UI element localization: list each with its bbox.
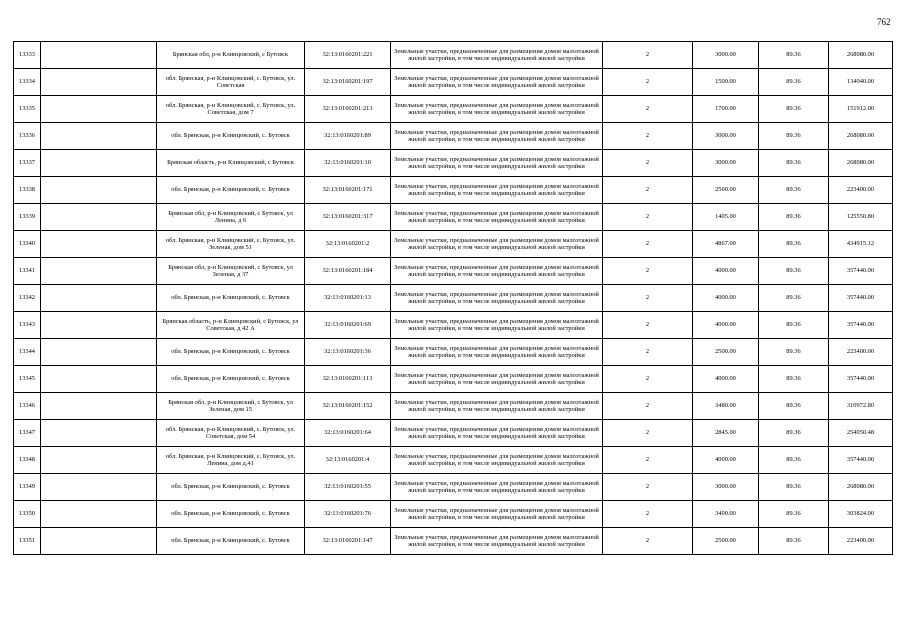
address-cell: Брянская обл, р-н Клинцовский, с Бутовск, ул Ленина, д 6 [157,204,305,231]
category-cell: 2 [603,204,693,231]
cadastral-value-cell: 303824.00 [829,501,893,528]
cadastral-number-cell: 32:13:0160201:147 [305,528,391,555]
address-cell: обл. Брянская, р-н Клинцовский, с. Бутовск [157,528,305,555]
rate-cell: 89.36 [759,447,829,474]
row-number-cell: 13345 [14,366,41,393]
table-row [14,312,893,339]
cadastral-number-cell: 32:13:0160201:64 [305,420,391,447]
category-cell: 2 [603,501,693,528]
rate-cell: 89.36 [759,474,829,501]
area-cell: 2500.00 [693,339,759,366]
purpose-cell: Земельные участки, предназначенные для размещения домов малоэтажной жилой застройки, в том числе индивидуальной жилой застройки [391,474,603,501]
empty-cell [41,96,157,123]
category-cell: 2 [603,258,693,285]
address-cell: обл. Брянская, р-н Клинцовский, с. Бутовск, ул. Ленина, дом д.41 [157,447,305,474]
cadastral-value-cell: 357440.00 [829,258,893,285]
area-cell: 4000.00 [693,366,759,393]
purpose-cell: Земельные участки, предназначенные для размещения домов малоэтажной жилой застройки, в том числе индивидуальной жилой застройки [391,312,603,339]
empty-cell [41,528,157,555]
table-row [14,366,893,393]
address-cell: обл. Брянская, р-н Клинцовский, с. Бутовск [157,285,305,312]
table-row [14,42,893,69]
empty-cell [41,501,157,528]
empty-cell [41,339,157,366]
cadastral-number-cell: 32:13:0160201:36 [305,339,391,366]
empty-cell [41,231,157,258]
cadastral-value-cell: 268080.00 [829,123,893,150]
table-row [14,69,893,96]
category-cell: 2 [603,447,693,474]
empty-cell [41,447,157,474]
table-row [14,204,893,231]
area-cell: 3000.00 [693,123,759,150]
cadastral-value-cell: 268080.00 [829,42,893,69]
cadastral-number-cell: 32:13:0160201:13 [305,285,391,312]
category-cell: 2 [603,231,693,258]
row-number-cell: 13346 [14,393,41,420]
row-number-cell: 13341 [14,258,41,285]
address-cell: Брянская область, р-н Клинцовский, с Бутовск, ул Советская, д 42 А [157,312,305,339]
cadastral-number-cell: 32:13:0160201:89 [305,123,391,150]
rate-cell: 89.36 [759,123,829,150]
rate-cell: 89.36 [759,204,829,231]
purpose-cell: Земельные участки, предназначенные для размещения домов малоэтажной жилой застройки, в том числе индивидуальной жилой застройки [391,420,603,447]
cadastral-number-cell: 32:13:0160201:4 [305,447,391,474]
address-cell: обл. Брянская, р-н Клинцовский, с. Бутовск, ул. Советская [157,69,305,96]
address-cell: обл. Брянская, р-н Клинцовский, с. Бутовск, ул. Советская, дом 54 [157,420,305,447]
row-number-cell: 13343 [14,312,41,339]
empty-cell [41,177,157,204]
category-cell: 2 [603,393,693,420]
empty-cell [41,204,157,231]
address-cell: обл. Брянская, р-н Клинцовский, с. Бутовск [157,366,305,393]
cadastral-number-cell: 32:13:0160201:184 [305,258,391,285]
rate-cell: 89.36 [759,393,829,420]
address-cell: обл. Брянская, р-н Клинцовский, с. Бутовск [157,501,305,528]
table-row [14,393,893,420]
area-cell: 1405.00 [693,204,759,231]
row-number-cell: 13340 [14,231,41,258]
cadastral-value-cell: 357440.00 [829,366,893,393]
purpose-cell: Земельные участки, предназначенные для размещения домов малоэтажной жилой застройки, в том числе индивидуальной жилой застройки [391,447,603,474]
purpose-cell: Земельные участки, предназначенные для размещения домов малоэтажной жилой застройки, в том числе индивидуальной жилой застройки [391,393,603,420]
category-cell: 2 [603,285,693,312]
rate-cell: 89.36 [759,339,829,366]
area-cell: 4000.00 [693,258,759,285]
category-cell: 2 [603,474,693,501]
cadastral-number-cell: 32:13:0160201:69 [305,312,391,339]
purpose-cell: Земельные участки, предназначенные для размещения домов малоэтажной жилой застройки, в том числе индивидуальной жилой застройки [391,96,603,123]
empty-cell [41,42,157,69]
cadastral-number-cell: 32:13:0160201:76 [305,501,391,528]
empty-cell [41,474,157,501]
cadastral-value-cell: 357440.00 [829,447,893,474]
area-cell: 3000.00 [693,150,759,177]
purpose-cell: Земельные участки, предназначенные для размещения домов малоэтажной жилой застройки, в том числе индивидуальной жилой застройки [391,285,603,312]
rate-cell: 89.36 [759,231,829,258]
purpose-cell: Земельные участки, предназначенные для размещения домов малоэтажной жилой застройки, в том числе индивидуальной жилой застройки [391,258,603,285]
cadastral-number-cell: 32:13:0160201:55 [305,474,391,501]
row-number-cell: 13333 [14,42,41,69]
purpose-cell: Земельные участки, предназначенные для размещения домов малоэтажной жилой застройки, в том числе индивидуальной жилой застройки [391,42,603,69]
table-row [14,528,893,555]
purpose-cell: Земельные участки, предназначенные для размещения домов малоэтажной жилой застройки, в том числе индивидуальной жилой застройки [391,366,603,393]
rate-cell: 89.36 [759,312,829,339]
cadastral-value-cell: 254050.48 [829,420,893,447]
area-cell: 1700.00 [693,96,759,123]
empty-cell [41,285,157,312]
address-cell: обл. Брянская, р-н Клинцовский, с. Бутовск [157,123,305,150]
cadastral-value-cell: 223400.00 [829,528,893,555]
address-cell: обл. Брянская, р-н Клинцовский, с. Бутовск, ул. Советская, дом 7 [157,96,305,123]
cadastral-value-cell: 223400.00 [829,339,893,366]
category-cell: 2 [603,420,693,447]
purpose-cell: Земельные участки, предназначенные для размещения домов малоэтажной жилой застройки, в том числе индивидуальной жилой застройки [391,501,603,528]
row-number-cell: 13350 [14,501,41,528]
table-row [14,474,893,501]
table-row [14,339,893,366]
empty-cell [41,312,157,339]
area-cell: 4000.00 [693,312,759,339]
cadastral-number-cell: 32:13:0160201:213 [305,96,391,123]
cadastral-number-cell: 32:13:0160201:171 [305,177,391,204]
table-row [14,150,893,177]
row-number-cell: 13344 [14,339,41,366]
category-cell: 2 [603,366,693,393]
cadastral-number-cell: 32:13:0160201:221 [305,42,391,69]
rate-cell: 89.36 [759,528,829,555]
cadastral-value-cell: 223400.00 [829,177,893,204]
purpose-cell: Земельные участки, предназначенные для размещения домов малоэтажной жилой застройки, в том числе индивидуальной жилой застройки [391,69,603,96]
address-cell: обл. Брянская, р-н Клинцовский, с. Бутовск [157,339,305,366]
table-row [14,258,893,285]
area-cell: 3480.00 [693,393,759,420]
row-number-cell: 13335 [14,96,41,123]
category-cell: 2 [603,123,693,150]
empty-cell [41,393,157,420]
category-cell: 2 [603,177,693,204]
purpose-cell: Земельные участки, предназначенные для размещения домов малоэтажной жилой застройки, в том числе индивидуальной жилой застройки [391,204,603,231]
cadastral-value-cell: 357440.00 [829,312,893,339]
address-cell: обл. Брянская, р-н Клинцовский, с. Бутовск [157,474,305,501]
rate-cell: 89.36 [759,150,829,177]
rate-cell: 89.36 [759,177,829,204]
purpose-cell: Земельные участки, предназначенные для размещения домов малоэтажной жилой застройки, в том числе индивидуальной жилой застройки [391,150,603,177]
rate-cell: 89.36 [759,501,829,528]
cadastral-value-table [13,41,893,555]
category-cell: 2 [603,96,693,123]
cadastral-number-cell: 32:13:0160201:197 [305,69,391,96]
table-row [14,501,893,528]
purpose-cell: Земельные участки, предназначенные для размещения домов малоэтажной жилой застройки, в том числе индивидуальной жилой застройки [391,528,603,555]
cadastral-value-cell: 310972.80 [829,393,893,420]
empty-cell [41,150,157,177]
rate-cell: 89.36 [759,366,829,393]
address-cell: Брянская обл, р-н Клинцовский, с Бутовск [157,42,305,69]
category-cell: 2 [603,339,693,366]
purpose-cell: Земельные участки, предназначенные для размещения домов малоэтажной жилой застройки, в том числе индивидуальной жилой застройки [391,339,603,366]
row-number-cell: 13334 [14,69,41,96]
area-cell: 3000.00 [693,474,759,501]
area-cell: 4000.00 [693,447,759,474]
empty-cell [41,366,157,393]
table-row [14,285,893,312]
address-cell: обл. Брянская, р-н Клинцовский, с. Бутовск [157,177,305,204]
row-number-cell: 13338 [14,177,41,204]
rate-cell: 89.36 [759,258,829,285]
empty-cell [41,258,157,285]
row-number-cell: 13351 [14,528,41,555]
row-number-cell: 13348 [14,447,41,474]
rate-cell: 89.36 [759,285,829,312]
cadastral-value-cell: 434915.12 [829,231,893,258]
table-row [14,123,893,150]
row-number-cell: 13339 [14,204,41,231]
rate-cell: 89.36 [759,96,829,123]
table-row [14,177,893,204]
area-cell: 3400.00 [693,501,759,528]
table-body [14,42,893,555]
category-cell: 2 [603,312,693,339]
cadastral-number-cell: 32:13:0160201:317 [305,204,391,231]
table-row [14,420,893,447]
area-cell: 2500.00 [693,177,759,204]
cadastral-number-cell: 32:13:0160201:113 [305,366,391,393]
row-number-cell: 13349 [14,474,41,501]
category-cell: 2 [603,150,693,177]
address-cell: Брянская область, р-н Клинцовский, с Бутовск [157,150,305,177]
address-cell: обл. Брянская, р-н Клинцовский, с. Бутовск, ул. Зеленая, дом 51 [157,231,305,258]
cadastral-value-cell: 134040.00 [829,69,893,96]
rate-cell: 89.36 [759,420,829,447]
area-cell: 2845.00 [693,420,759,447]
purpose-cell: Земельные участки, предназначенные для размещения домов малоэтажной жилой застройки, в том числе индивидуальной жилой застройки [391,123,603,150]
category-cell: 2 [603,528,693,555]
purpose-cell: Земельные участки, предназначенные для размещения домов малоэтажной жилой застройки, в том числе индивидуальной жилой застройки [391,231,603,258]
table-row [14,96,893,123]
cadastral-number-cell: 32:13:0160201:152 [305,393,391,420]
empty-cell [41,420,157,447]
cadastral-value-cell: 268080.00 [829,150,893,177]
rate-cell: 89.36 [759,42,829,69]
cadastral-value-cell: 268080.00 [829,474,893,501]
empty-cell [41,69,157,96]
page-number: 762 [877,17,891,27]
rate-cell: 89.36 [759,69,829,96]
cadastral-value-cell: 125550.80 [829,204,893,231]
row-number-cell: 13337 [14,150,41,177]
row-number-cell: 13336 [14,123,41,150]
area-cell: 1500.00 [693,69,759,96]
cadastral-value-cell: 357440.00 [829,285,893,312]
address-cell: Брянская обл, р-н Клинцовский, с Бутовск, ул Зеленая, д 37 [157,258,305,285]
area-cell: 3000.00 [693,42,759,69]
address-cell: Брянская обл, р-н Клинцовский, с Бутовск, ул Зеленая, дом 15 [157,393,305,420]
area-cell: 4867.00 [693,231,759,258]
cadastral-value-cell: 151912.00 [829,96,893,123]
table-row [14,447,893,474]
empty-cell [41,123,157,150]
area-cell: 4000.00 [693,285,759,312]
cadastral-number-cell: 32:13:0160201:2 [305,231,391,258]
row-number-cell: 13347 [14,420,41,447]
area-cell: 2500.00 [693,528,759,555]
category-cell: 2 [603,42,693,69]
purpose-cell: Земельные участки, предназначенные для размещения домов малоэтажной жилой застройки, в том числе индивидуальной жилой застройки [391,177,603,204]
table-row [14,231,893,258]
cadastral-number-cell: 32:13:0160201:10 [305,150,391,177]
row-number-cell: 13342 [14,285,41,312]
category-cell: 2 [603,69,693,96]
